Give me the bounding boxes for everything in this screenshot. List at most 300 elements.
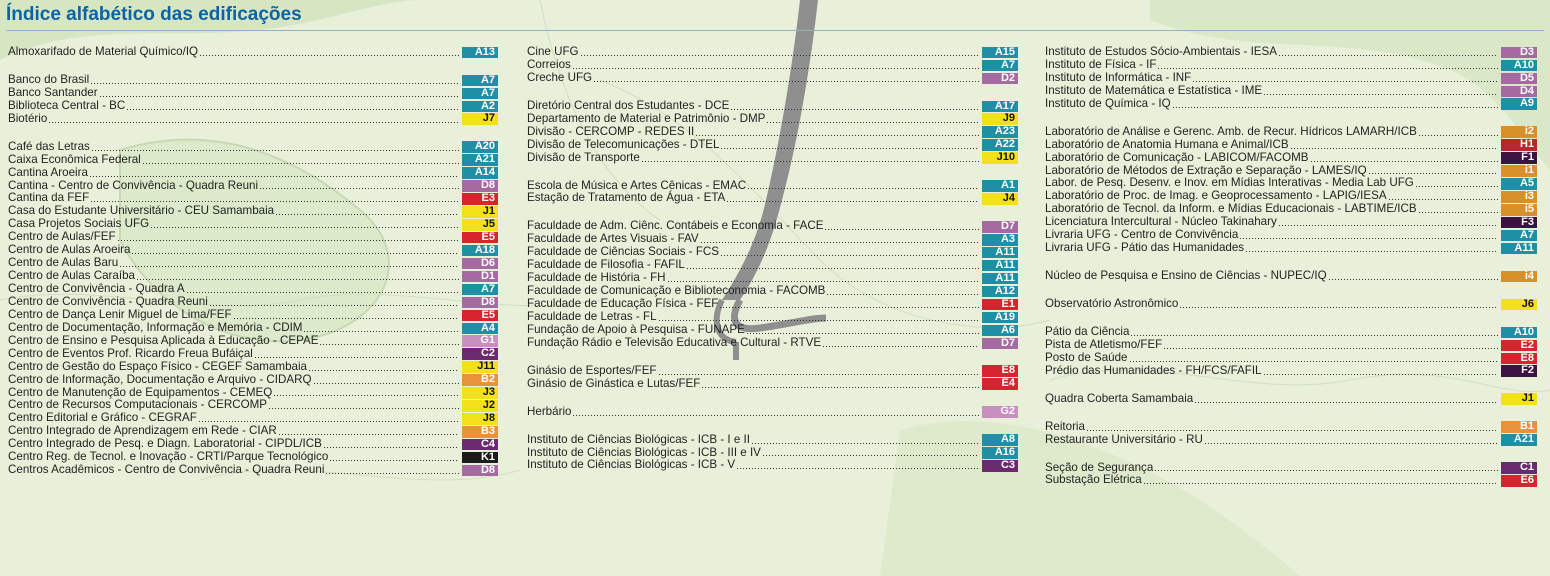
index-entry [1045,298,1537,311]
location-code-badge: E8 [1501,353,1537,365]
index-entry [8,87,498,100]
location-code-badge: A5 [1501,178,1537,190]
page-title: Índice alfabético das edificações [6,4,302,25]
dot-leader [1245,244,1498,253]
entry-name: Substação Elétrica [1045,473,1142,487]
entry-name: Centro Reg. de Tecnol. e Inovação - CRTI/Parque Tecnológico [8,450,329,464]
entry-name: Ginásio de Ginástica e Lutas/FEF [527,376,701,390]
entry-name: Estação de Tratamento de Água - ETA [527,191,726,205]
location-code-badge: J7 [462,113,498,125]
entry-name: Núcleo de Pesquisa e Ensino de Ciências - NUPEC/IQ [1045,269,1327,283]
dot-leader [658,313,979,322]
dot-leader [150,220,459,229]
entry-name: Faculdade de Letras - FL [527,309,657,323]
index-group [1045,326,1537,378]
location-code-badge: A6 [982,325,1018,337]
dot-leader [319,337,459,346]
entry-name: Ginásio de Esportes/FEF [527,363,657,377]
dot-leader [1415,179,1498,188]
entry-name: Instituto de Ciências Biológicas - ICB - V [527,458,736,472]
location-code-badge: A10 [1501,327,1537,339]
location-code-badge: A23 [982,126,1018,138]
dot-leader [325,466,459,475]
entry-name: Instituto de Química - IQ [1045,96,1171,110]
entry-name: Almoxarifado de Material Químico/IQ [8,45,199,58]
dot-leader [1368,166,1498,175]
index-entry [1045,393,1537,406]
dot-leader [1278,48,1498,57]
entry-name: Centro de Manutenção de Equipamentos - CEMEQ [8,385,273,399]
dot-leader [136,272,459,281]
location-code-badge: A7 [462,88,498,100]
location-code-badge: A11 [982,247,1018,259]
entry-name: Correios [527,57,571,71]
entry-name: Casa do Estudante Universitário - CEU Samambaia [8,204,275,218]
location-code-badge: E6 [1501,475,1537,487]
entry-name: Casa Projetos Sociais UFG [8,217,150,231]
dot-leader [1418,128,1498,137]
entry-name: Cine UFG [527,45,579,58]
location-code-badge: i4 [1501,271,1537,283]
entry-name: Laboratório de Métodos de Extração e Separação - LAMES/IQ [1045,163,1367,177]
entry-name: Instituto de Física - IF [1045,57,1157,71]
entry-name: Banco Santander [8,85,98,99]
dot-leader [48,115,459,124]
location-code-badge: A11 [982,273,1018,285]
dot-leader [119,259,459,268]
entry-name: Licenciatura Intercultural - Núcleo Takinahary [1045,215,1277,229]
index-group [8,46,498,59]
entry-name: Centros Acadêmicos - Centro de Convivência - Quadra Reuni [8,463,325,477]
location-code-badge: J11 [462,361,498,373]
location-code-badge: H1 [1501,139,1537,151]
entry-name: Prédio das Humanidades - FH/FCS/FAFIL [1045,363,1262,377]
dot-leader [572,408,979,417]
index-entry [1045,59,1537,72]
dot-leader [233,311,459,320]
dot-leader [1192,74,1498,83]
dot-leader [254,350,459,359]
index-entry [527,378,1018,391]
location-code-badge: J6 [1501,299,1537,311]
dot-leader [580,48,979,57]
location-code-badge: C1 [1501,462,1537,474]
entry-name: Escola de Música e Artes Cênicas - EMAC [527,178,747,192]
location-code-badge: J1 [462,206,498,218]
entry-name: Centro de Eventos Prof. Ricardo Freua Bufáiçal [8,346,253,360]
location-code-badge: i5 [1501,204,1537,216]
location-code-badge: A9 [1501,98,1537,110]
dot-leader [1263,87,1498,96]
entry-name: Centro de Aulas Baru [8,256,119,270]
index-entry [527,365,1018,378]
dot-leader [313,376,459,385]
dot-leader [1129,354,1498,363]
location-code-badge: A15 [982,47,1018,59]
dot-leader [117,233,459,242]
index-entry [527,337,1018,350]
location-code-badge: F1 [1501,152,1537,164]
index-entry [1045,139,1537,152]
location-code-badge: A7 [1501,230,1537,242]
location-code-badge: A11 [982,260,1018,272]
dot-leader [762,448,979,457]
location-code-badge: D8 [462,465,498,477]
entry-name: Quadra Coberta Samambaia [1045,391,1194,405]
location-code-badge: K1 [462,452,498,464]
location-code-badge: A10 [1501,60,1537,72]
location-code-badge: A7 [462,75,498,87]
index-entry [8,309,498,322]
index-entry [527,406,1018,419]
dot-leader [572,61,979,70]
dot-leader [273,388,459,397]
entry-name: Livraria UFG - Pátio das Humanidades [1045,241,1245,255]
index-entry [1045,270,1537,283]
index-entry [8,113,498,126]
index-group [8,141,498,477]
entry-name: Faculdade de Comunicação e Biblioteconomia - FACOMB [527,284,826,298]
dot-leader [1172,100,1498,109]
dot-leader [720,141,979,150]
index-group [1045,393,1537,406]
dot-leader [719,300,979,309]
index-column-2 [527,46,1018,472]
dot-leader [1328,272,1498,281]
dot-leader [736,461,979,470]
title-divider [6,30,1544,31]
location-code-badge: A1 [982,180,1018,192]
dot-leader [198,414,459,423]
location-code-badge: C4 [462,439,498,451]
dot-leader [746,326,979,335]
index-entry [1045,339,1537,352]
dot-leader [1278,218,1498,227]
index-entry [8,335,498,348]
entry-name: Pátio da Ciência [1045,324,1130,338]
dot-leader [641,154,979,163]
index-entry [527,126,1018,139]
entry-name: Laboratório de Tecnol. da Inform. e Mídias Educacionais - LABTIME/ICB [1045,202,1417,216]
index-column-3 [1045,46,1537,487]
entry-name: Centro de Gestão do Espaço Físico - CEGEF Samambaia [8,359,307,373]
entry-name: Laboratório de Anatomia Humana e Animal/ICB [1045,137,1289,151]
location-code-badge: D8 [462,297,498,309]
location-code-badge: A2 [462,101,498,113]
entry-name: Fundação Rádio e Televisão Educativa e Cultural - RTVE [527,335,822,349]
location-code-badge: A21 [1501,434,1537,446]
index-group [527,434,1018,473]
dot-leader [199,48,459,57]
entry-name: Centro de Aulas/FEF [8,230,116,244]
index-entry [527,152,1018,165]
location-code-badge: E5 [462,310,498,322]
index-group [1045,421,1537,447]
location-code-badge: A3 [982,234,1018,246]
dot-leader [726,194,979,203]
location-code-badge: A14 [462,167,498,179]
index-entry [527,192,1018,205]
entry-name: Instituto de Matemática e Estatística - IME [1045,83,1263,97]
location-code-badge: A16 [982,447,1018,459]
dot-leader [329,453,459,462]
dot-leader [766,115,979,124]
index-entry [8,74,498,87]
entry-name: Biblioteca Central - BC [8,98,126,112]
dot-leader [667,274,979,283]
dot-leader [278,427,459,436]
entry-name: Caixa Econômica Federal [8,152,141,166]
dot-leader [730,102,979,111]
index-group [1045,462,1537,488]
location-code-badge: A22 [982,139,1018,151]
location-code-badge: J4 [982,193,1018,205]
index-entry [527,298,1018,311]
location-code-badge: E5 [462,232,498,244]
dot-leader [826,287,979,296]
index-entry [1045,352,1537,365]
entry-name: Divisão de Telecomunicações - DTEL [527,137,720,151]
entry-name: Cantina Aroeira [8,165,88,179]
dot-leader [720,248,979,257]
dot-leader [686,261,979,270]
index-group [527,406,1018,419]
location-code-badge: B2 [462,374,498,386]
location-code-badge: A12 [982,286,1018,298]
location-code-badge: B3 [462,426,498,438]
location-code-badge: A4 [462,323,498,335]
entry-name: Faculdade de Artes Visuais - FAV [527,232,699,246]
location-code-badge: F2 [1501,365,1537,377]
location-code-badge: A13 [462,47,498,59]
location-code-badge: A19 [982,312,1018,324]
entry-name: Faculdade de Filosofia - FAFIL [527,258,685,272]
index-entry [8,361,498,374]
entry-name: Livraria UFG - Centro de Convivência [1045,228,1239,242]
dot-leader [1388,192,1498,201]
dot-leader [695,128,979,137]
location-code-badge: A20 [462,141,498,153]
location-code-badge: D6 [462,258,498,270]
entry-name: Centro Editorial e Gráfico - CEGRAF [8,411,197,425]
entry-name: Centro de Informação, Documentação e Arquivo - CIDARQ [8,372,312,386]
entry-name: Faculdade de Ciências Sociais - FCS [527,245,720,259]
entry-name: Cantina da FEF [8,191,90,205]
entry-name: Herbário [527,404,572,418]
index-group [527,180,1018,206]
entry-name: Instituto de Ciências Biológicas - ICB - I e II [527,432,750,446]
entry-name: Banco do Brasil [8,72,90,86]
location-code-badge: J10 [982,152,1018,164]
index-group [1045,126,1537,255]
entry-name: Pista de Atletismo/FEF [1045,337,1163,351]
entry-name: Centro de Aulas Caraíba [8,269,135,283]
index-group [1045,46,1537,111]
location-code-badge: i3 [1501,191,1537,203]
location-code-badge: J5 [462,219,498,231]
dot-leader [824,222,979,231]
index-entry [8,46,498,59]
entry-name: Faculdade de Adm. Ciênc. Contábeis e Economia - FACE [527,219,824,233]
index-entry [527,72,1018,85]
dot-leader [142,156,459,165]
index-group [527,100,1018,165]
entry-name: Divisão - CERCOMP - REDES II [527,124,695,138]
location-code-badge: J3 [462,387,498,399]
location-code-badge: B1 [1501,421,1537,433]
dot-leader [1194,395,1498,404]
dot-leader [1130,328,1498,337]
location-code-badge: D3 [1501,47,1537,59]
dot-leader [99,89,459,98]
location-code-badge: J2 [462,400,498,412]
entry-name: Café das Letras [8,139,90,153]
index-entry [8,154,498,167]
dot-leader [822,339,979,348]
entry-name: Instituto de Estudos Sócio-Ambientais - IESA [1045,45,1277,58]
index-entry [1045,46,1537,59]
location-code-badge: i2 [1501,126,1537,138]
dot-leader [1239,231,1498,240]
index-entry [8,296,498,309]
dot-leader [658,367,979,376]
location-code-badge: F3 [1501,217,1537,229]
location-code-badge: D8 [462,180,498,192]
dot-leader [1204,436,1498,445]
index-entry [1045,85,1537,98]
dot-leader [303,324,459,333]
entry-name: Faculdade de Educação Física - FEF [527,297,719,310]
dot-leader [275,207,459,216]
location-code-badge: i1 [1501,165,1537,177]
index-entry [8,464,498,477]
dot-leader [89,169,459,178]
entry-name: Diretório Central dos Estudantes - DCE [527,98,730,112]
location-code-badge: A8 [982,434,1018,446]
entry-name: Centro de Ensino e Pesquisa Aplicada à Educação - CEPAE [8,333,319,347]
entry-name: Centro de Convivência - Quadra Reuni [8,294,208,308]
index-group [1045,298,1537,311]
location-code-badge: C2 [462,348,498,360]
location-code-badge: D4 [1501,86,1537,98]
index-entry [1045,326,1537,339]
dot-leader [701,380,979,389]
index-entry [527,113,1018,126]
dot-leader [1310,154,1498,163]
location-code-badge: E1 [982,299,1018,311]
index-entry [1045,98,1537,111]
index-group [8,74,498,126]
entry-name: Creche UFG [527,70,593,84]
index-entry [527,46,1018,59]
index-entry [527,324,1018,337]
index-group [527,46,1018,85]
dot-leader [1418,205,1498,214]
entry-name: Centro Integrado de Aprendizagem em Rede - CIAR [8,424,277,438]
entry-name: Divisão de Transporte [527,150,640,164]
location-code-badge: D5 [1501,73,1537,85]
entry-name: Faculdade de História - FH [527,271,666,285]
entry-name: Departamento de Material e Patrimônio - DMP [527,111,766,125]
index-group [527,220,1018,349]
entry-name: Laboratório de Análise e Gerenc. Amb. de Recur. Hídricos LAMARH/ICB [1045,124,1417,138]
entry-name: Fundação de Apoio à Pesquisa - FUNAPE [527,322,745,336]
index-entry [527,100,1018,113]
index-entry [1045,365,1537,378]
index-entry [1045,434,1537,447]
dot-leader [131,246,459,255]
entry-name: Instituto de Ciências Biológicas - ICB - III e IV [527,445,761,459]
index-entry [527,139,1018,152]
index-group [1045,270,1537,283]
entry-name: Laboratório de Comunicação - LABICOM/FACOMB [1045,150,1309,164]
entry-name: Biotério [8,111,48,125]
dot-leader [1086,423,1498,432]
index-entry [8,348,498,361]
location-code-badge: A21 [462,154,498,166]
index-entry [8,141,498,154]
index-entry [8,100,498,113]
location-code-badge: D2 [982,73,1018,85]
index-group [527,365,1018,391]
index-entry [8,322,498,335]
dot-leader [1263,367,1499,376]
index-entry [527,59,1018,72]
index-entry [1045,474,1537,487]
location-code-badge: E4 [982,378,1018,390]
entry-name: Centro de Recursos Computacionais - CERCOMP [8,398,268,412]
dot-leader [1290,141,1498,150]
index-column-1 [8,46,498,477]
index-entry [527,459,1018,472]
entry-name: Observatório Astronômico [1045,297,1179,310]
entry-name: Centro de Convivência - Quadra A [8,282,185,295]
entry-name: Reitoria [1045,419,1085,433]
location-code-badge: A18 [462,245,498,257]
dot-leader [259,181,459,190]
dot-leader [91,143,459,152]
entry-name: Seção de Segurança [1045,460,1154,474]
dot-leader [209,298,459,307]
location-code-badge: A7 [462,284,498,296]
dot-leader [1179,300,1498,309]
index-entry [527,434,1018,447]
location-code-badge: J8 [462,413,498,425]
dot-leader [90,194,459,203]
index-entry [8,283,498,296]
location-code-badge: G1 [462,335,498,347]
dot-leader [700,235,979,244]
location-code-badge: C3 [982,460,1018,472]
entry-name: Centro de Dança Lenir Miguel de Lima/FEF [8,307,232,321]
dot-leader [1163,341,1498,350]
index-entry [1045,421,1537,434]
dot-leader [747,181,979,190]
index-entry [8,374,498,387]
dot-leader [186,285,459,294]
dot-leader [323,440,459,449]
location-code-badge: A17 [982,101,1018,113]
index-entry [1045,72,1537,85]
dot-leader [593,74,979,83]
dot-leader [126,102,459,111]
index-entry [527,311,1018,324]
entry-name: Restaurante Universitário - RU [1045,432,1203,446]
location-code-badge: A11 [1501,243,1537,255]
entry-name: Posto de Saúde [1045,350,1128,364]
entry-name: Cantina - Centro de Convivência - Quadra Reuni [8,178,259,192]
index-entry [8,167,498,180]
